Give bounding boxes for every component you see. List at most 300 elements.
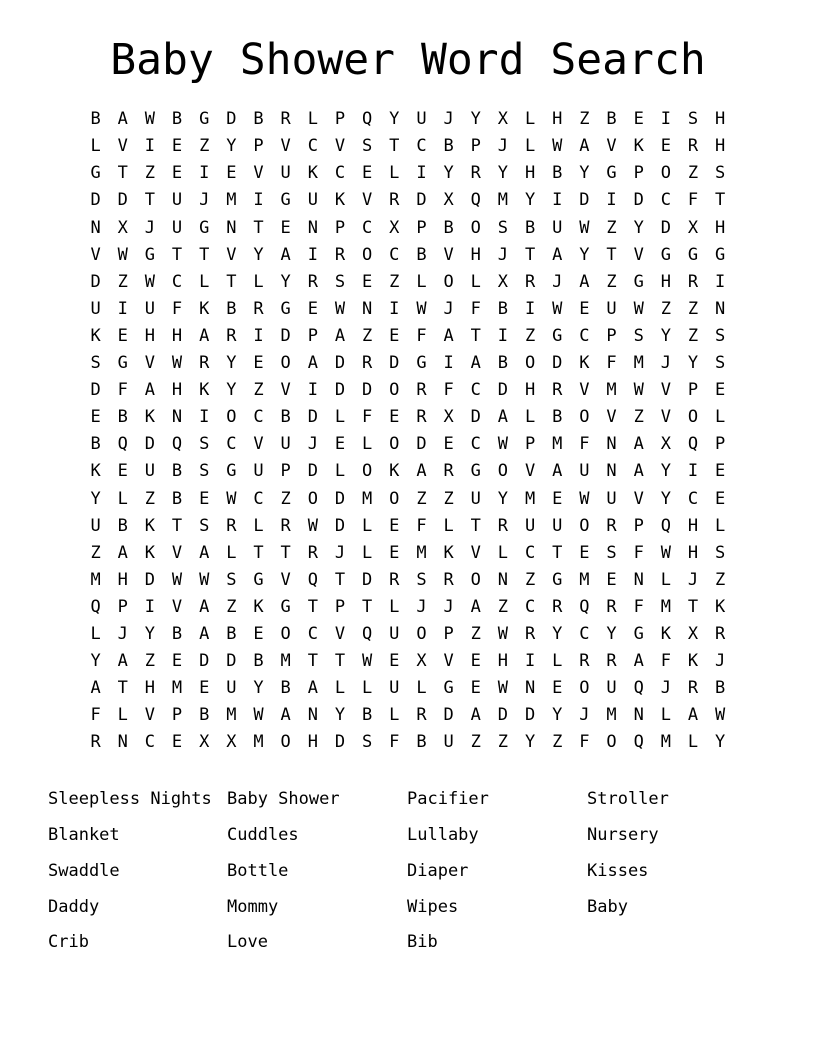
grid-letter: E	[117, 325, 128, 346]
grid-letter: B	[552, 163, 563, 184]
grid-letter: G	[199, 217, 210, 238]
word-list-item: Crib	[48, 932, 89, 953]
grid-letter: I	[524, 651, 536, 672]
grid-letter: W	[497, 623, 509, 644]
grid-letter: B	[253, 651, 264, 672]
word-list-item: Baby	[587, 896, 628, 917]
grid-letter: L	[715, 407, 726, 428]
grid-letter: V	[524, 461, 536, 482]
grid-letter: T	[470, 515, 481, 536]
grid-letter: M	[171, 678, 183, 699]
grid-letter: L	[334, 678, 346, 699]
grid-letter: V	[443, 244, 454, 265]
grid-letter: I	[307, 380, 318, 401]
word-list-item: Blanket	[48, 825, 120, 846]
grid-letter: B	[171, 623, 183, 644]
grid-letter: E	[389, 325, 400, 346]
grid-letter: A	[334, 325, 346, 346]
grid-letter: H	[307, 732, 318, 753]
grid-letter: V	[280, 569, 291, 590]
grid-letter: J	[416, 596, 427, 617]
grid-letter: S	[715, 163, 726, 184]
grid-letter: I	[443, 353, 454, 374]
grid-letter: S	[199, 461, 210, 482]
grid-row	[82, 269, 734, 296]
grid-letter: R	[226, 515, 237, 536]
grid-letter: Q	[307, 569, 318, 590]
grid-letter: U	[90, 515, 101, 536]
grid-row	[82, 485, 734, 512]
grid-letter: Z	[117, 271, 128, 292]
grid-letter: Q	[362, 623, 373, 644]
grid-letter: A	[280, 244, 291, 265]
grid-letter: F	[687, 190, 699, 211]
grid-letter: J	[497, 244, 509, 265]
grid-letter: G	[470, 461, 481, 482]
grid-letter: D	[144, 569, 156, 590]
grid-letter: I	[144, 596, 156, 617]
word-list-item: Cuddles	[227, 825, 299, 846]
grid-letter: I	[307, 244, 318, 265]
grid-letter: W	[362, 651, 373, 672]
grid-letter: S	[606, 542, 617, 563]
grid-letter: O	[606, 732, 617, 753]
grid-letter: M	[497, 190, 509, 211]
grid-letter: C	[253, 488, 264, 509]
grid-letter: H	[524, 163, 536, 184]
grid-row	[82, 323, 734, 350]
grid-letter: S	[199, 515, 210, 536]
grid-letter: C	[660, 190, 671, 211]
grid-letter: A	[307, 353, 318, 374]
grid-letter: W	[633, 380, 644, 401]
grid-letter: A	[470, 705, 481, 726]
grid-letter: E	[253, 623, 264, 644]
grid-letter: Z	[280, 488, 291, 509]
grid-letter: J	[334, 542, 346, 563]
grid-letter: A	[552, 461, 563, 482]
grid-letter: T	[253, 542, 264, 563]
grid-letter: V	[633, 244, 644, 265]
grid-letter: Y	[660, 325, 671, 346]
grid-letter: L	[334, 407, 346, 428]
grid-letter: P	[280, 461, 291, 482]
grid-letter: A	[199, 623, 210, 644]
word-list-item: Lullaby	[407, 825, 479, 846]
grid-letter: C	[171, 271, 183, 292]
grid-letter: L	[362, 542, 373, 563]
grid-letter: E	[552, 488, 563, 509]
grid-letter: G	[280, 190, 291, 211]
grid-letter: X	[443, 407, 454, 428]
grid-letter: Y	[524, 190, 536, 211]
grid-letter: U	[552, 217, 563, 238]
word-list-item: Mommy	[227, 896, 279, 917]
grid-letter: B	[117, 515, 128, 536]
grid-letter: Z	[470, 732, 481, 753]
grid-letter: V	[90, 244, 101, 265]
grid-letter: G	[687, 244, 699, 265]
grid-letter: K	[389, 461, 400, 482]
grid-letter: Z	[497, 732, 509, 753]
grid-letter: F	[389, 732, 400, 753]
grid-letter: B	[90, 109, 101, 130]
grid-letter: Z	[687, 298, 699, 319]
grid-letter: H	[171, 380, 183, 401]
grid-letter: I	[253, 325, 264, 346]
word-list-item: Sleepless Nights	[48, 789, 212, 810]
grid-letter: Y	[253, 678, 264, 699]
grid-letter: B	[416, 244, 427, 265]
grid-letter: D	[334, 488, 346, 509]
grid-letter: N	[226, 217, 237, 238]
grid-letter: E	[226, 163, 237, 184]
grid-letter: U	[416, 109, 427, 130]
grid-letter: D	[90, 380, 101, 401]
grid-row	[82, 106, 734, 133]
grid-letter: B	[280, 407, 291, 428]
grid-letter: V	[443, 651, 454, 672]
grid-letter: K	[687, 651, 699, 672]
grid-letter: A	[90, 678, 101, 699]
grid-letter: M	[280, 651, 291, 672]
grid-letter: X	[687, 217, 699, 238]
grid-letter: O	[443, 271, 454, 292]
grid-letter: L	[117, 705, 128, 726]
grid-letter: G	[660, 244, 671, 265]
grid-letter: A	[470, 353, 481, 374]
grid-letter: X	[389, 217, 400, 238]
grid-letter: O	[660, 163, 671, 184]
grid-letter: I	[253, 190, 264, 211]
grid-letter: P	[715, 434, 726, 455]
grid-letter: O	[280, 623, 291, 644]
grid-letter: A	[117, 651, 128, 672]
grid-letter: T	[687, 596, 699, 617]
grid-letter: Z	[443, 488, 454, 509]
grid-letter: W	[416, 298, 427, 319]
grid-letter: E	[715, 488, 726, 509]
grid-letter: Y	[524, 732, 536, 753]
grid-letter: G	[633, 271, 644, 292]
grid-letter: G	[117, 353, 128, 374]
grid-letter: D	[660, 217, 671, 238]
grid-letter: L	[253, 515, 264, 536]
grid-letter: C	[253, 407, 264, 428]
grid-letter: U	[171, 217, 183, 238]
grid-letter: R	[715, 623, 726, 644]
grid-letter: J	[307, 434, 318, 455]
grid-letter: U	[443, 732, 454, 753]
grid-letter: P	[334, 109, 346, 130]
grid-letter: S	[715, 353, 726, 374]
grid-letter: Z	[687, 163, 699, 184]
grid-letter: U	[389, 678, 400, 699]
grid-letter: B	[497, 353, 509, 374]
grid-letter: V	[633, 488, 644, 509]
grid-letter: U	[171, 190, 183, 211]
grid-letter: P	[307, 325, 318, 346]
word-list-item: Nursery	[587, 825, 659, 846]
grid-letter: Y	[552, 705, 563, 726]
grid-letter: W	[334, 298, 346, 319]
grid-letter: B	[199, 705, 210, 726]
grid-letter: G	[552, 325, 563, 346]
grid-letter: N	[90, 217, 101, 238]
grid-letter: M	[226, 705, 237, 726]
grid-letter: I	[606, 190, 617, 211]
grid-letter: L	[524, 136, 536, 157]
grid-letter: O	[280, 353, 291, 374]
grid-letter: N	[307, 705, 318, 726]
grid-letter: T	[334, 651, 346, 672]
grid-letter: U	[307, 190, 318, 211]
grid-letter: O	[524, 353, 536, 374]
grid-letter: T	[606, 244, 617, 265]
grid-letter: O	[416, 623, 427, 644]
grid-letter: B	[171, 488, 183, 509]
grid-letter: G	[633, 623, 644, 644]
grid-letter: I	[552, 190, 563, 211]
grid-letter: K	[199, 298, 210, 319]
grid-letter: D	[362, 380, 373, 401]
grid-letter: L	[524, 407, 536, 428]
grid-letter: Y	[633, 217, 644, 238]
grid-letter: Z	[660, 298, 671, 319]
grid-letter: E	[117, 461, 128, 482]
grid-letter: F	[660, 651, 671, 672]
grid-letter: N	[633, 705, 644, 726]
grid-letter: C	[579, 325, 590, 346]
grid-letter: Z	[144, 488, 156, 509]
grid-letter: B	[524, 217, 536, 238]
grid-letter: Y	[687, 353, 699, 374]
word-list-item: Swaddle	[48, 860, 120, 881]
word-list-item: Wipes	[407, 896, 459, 917]
grid-letter: I	[416, 163, 427, 184]
grid-letter: Z	[470, 623, 481, 644]
grid-letter: G	[552, 569, 563, 590]
grid-letter: H	[660, 271, 671, 292]
grid-letter: K	[144, 515, 156, 536]
grid-letter: V	[253, 163, 264, 184]
grid-letter: Q	[579, 596, 590, 617]
grid-letter: G	[606, 163, 617, 184]
grid-letter: L	[253, 271, 264, 292]
grid-letter: F	[633, 596, 644, 617]
grid-letter: R	[687, 271, 699, 292]
grid-letter: M	[253, 732, 264, 753]
grid-letter: I	[497, 325, 509, 346]
grid-letter: L	[660, 569, 671, 590]
grid-letter: H	[715, 136, 726, 157]
grid-letter: M	[633, 353, 644, 374]
grid-letter: E	[443, 434, 454, 455]
grid-letter: O	[687, 407, 699, 428]
grid-letter: U	[280, 434, 291, 455]
grid-letter: V	[253, 434, 264, 455]
grid-letter: J	[443, 596, 454, 617]
grid-letter: D	[280, 325, 291, 346]
grid-letter: K	[660, 623, 671, 644]
grid-letter: Z	[199, 136, 210, 157]
grid-letter: N	[362, 298, 373, 319]
grid-letter: E	[307, 298, 318, 319]
grid-letter: L	[226, 542, 237, 563]
grid-row	[82, 458, 734, 485]
grid-letter: E	[715, 461, 726, 482]
grid-letter: T	[715, 190, 726, 211]
grid-letter: S	[715, 325, 726, 346]
word-list-item: Stroller	[587, 789, 669, 810]
grid-letter: R	[470, 163, 481, 184]
grid-letter: B	[443, 136, 454, 157]
word-list-column	[587, 782, 669, 961]
grid-letter: T	[334, 569, 346, 590]
grid-letter: W	[144, 109, 156, 130]
word-list-item: Bottle	[227, 860, 289, 881]
grid-letter: E	[389, 407, 400, 428]
grid-letter: B	[171, 461, 183, 482]
grid-letter: F	[606, 353, 617, 374]
grid-letter: K	[579, 353, 590, 374]
grid-letter: K	[144, 407, 156, 428]
grid-letter: J	[144, 217, 156, 238]
grid-letter: V	[144, 353, 156, 374]
grid-letter: A	[117, 542, 128, 563]
grid-letter: V	[171, 596, 183, 617]
grid-letter: V	[606, 407, 617, 428]
grid-letter: Y	[334, 705, 346, 726]
grid-letter: Z	[633, 407, 644, 428]
grid-letter: Z	[552, 732, 563, 753]
grid-letter: Q	[633, 678, 644, 699]
grid-letter: L	[715, 515, 726, 536]
grid-letter: K	[443, 542, 454, 563]
grid-letter: G	[90, 163, 101, 184]
grid-letter: A	[633, 461, 644, 482]
grid-letter: W	[199, 569, 210, 590]
grid-row	[82, 513, 734, 540]
grid-letter: Y	[90, 651, 101, 672]
word-list-item: Pacifier	[407, 789, 489, 810]
grid-letter: G	[280, 596, 291, 617]
grid-letter: T	[199, 244, 210, 265]
grid-letter: T	[307, 651, 318, 672]
grid-letter: L	[307, 109, 318, 130]
grid-letter: Z	[606, 271, 617, 292]
grid-letter: B	[90, 434, 101, 455]
grid-letter: R	[334, 244, 346, 265]
grid-letter: D	[552, 353, 563, 374]
grid-letter: U	[280, 163, 291, 184]
grid-row	[82, 702, 734, 729]
grid-row	[82, 675, 734, 702]
grid-row	[82, 594, 734, 621]
grid-letter: U	[389, 623, 400, 644]
grid-letter: O	[362, 244, 373, 265]
grid-letter: O	[362, 461, 373, 482]
grid-letter: R	[416, 380, 427, 401]
grid-letter: J	[660, 678, 671, 699]
grid-letter: V	[144, 705, 156, 726]
grid-letter: D	[443, 705, 454, 726]
grid-letter: S	[90, 353, 101, 374]
grid-letter: V	[606, 136, 617, 157]
grid-letter: O	[579, 515, 590, 536]
grid-letter: H	[687, 542, 699, 563]
grid-letter: H	[715, 109, 726, 130]
grid-letter: A	[687, 705, 699, 726]
grid-letter: N	[117, 732, 128, 753]
grid-letter: R	[416, 705, 427, 726]
grid-letter: A	[443, 325, 454, 346]
grid-letter: H	[497, 651, 509, 672]
grid-letter: R	[443, 569, 454, 590]
grid-letter: T	[280, 542, 291, 563]
grid-row	[82, 215, 734, 242]
grid-letter: H	[144, 678, 156, 699]
grid-letter: S	[633, 325, 644, 346]
grid-letter: G	[226, 461, 237, 482]
grid-letter: L	[660, 705, 671, 726]
word-list-column	[407, 782, 587, 961]
grid-letter: E	[579, 542, 590, 563]
grid-letter: W	[226, 488, 237, 509]
grid-letter: T	[117, 678, 128, 699]
grid-letter: Z	[606, 217, 617, 238]
grid-letter: H	[171, 325, 183, 346]
grid-letter: K	[334, 190, 346, 211]
grid-letter: Y	[579, 163, 590, 184]
grid-letter: F	[579, 434, 590, 455]
grid-letter: B	[497, 298, 509, 319]
grid-letter: W	[715, 705, 726, 726]
grid-letter: L	[199, 271, 210, 292]
grid-letter: L	[362, 515, 373, 536]
grid-letter: R	[253, 298, 264, 319]
grid-letter: B	[416, 732, 427, 753]
grid-letter: N	[633, 569, 644, 590]
grid-letter: U	[524, 515, 536, 536]
grid-letter: K	[90, 325, 101, 346]
grid-letter: X	[226, 732, 237, 753]
grid-letter: W	[579, 488, 590, 509]
grid-letter: Z	[90, 542, 101, 563]
grid-letter: A	[552, 244, 563, 265]
grid-letter: N	[524, 678, 536, 699]
grid-letter: G	[144, 244, 156, 265]
grid-letter: J	[117, 623, 128, 644]
grid-letter: R	[199, 353, 210, 374]
grid-letter: R	[497, 515, 509, 536]
grid-letter: Y	[552, 623, 563, 644]
grid-letter: D	[389, 353, 400, 374]
grid-letter: K	[144, 542, 156, 563]
grid-letter: M	[660, 732, 671, 753]
grid-letter: L	[334, 461, 346, 482]
grid-letter: T	[171, 244, 183, 265]
grid-letter: S	[226, 569, 237, 590]
grid-letter: Z	[579, 109, 590, 130]
grid-letter: D	[334, 380, 346, 401]
grid-letter: Z	[524, 325, 536, 346]
grid-letter: C	[524, 596, 536, 617]
grid-letter: R	[416, 407, 427, 428]
grid-letter: A	[633, 651, 644, 672]
grid-letter: R	[579, 651, 590, 672]
grid-letter: Z	[687, 325, 699, 346]
